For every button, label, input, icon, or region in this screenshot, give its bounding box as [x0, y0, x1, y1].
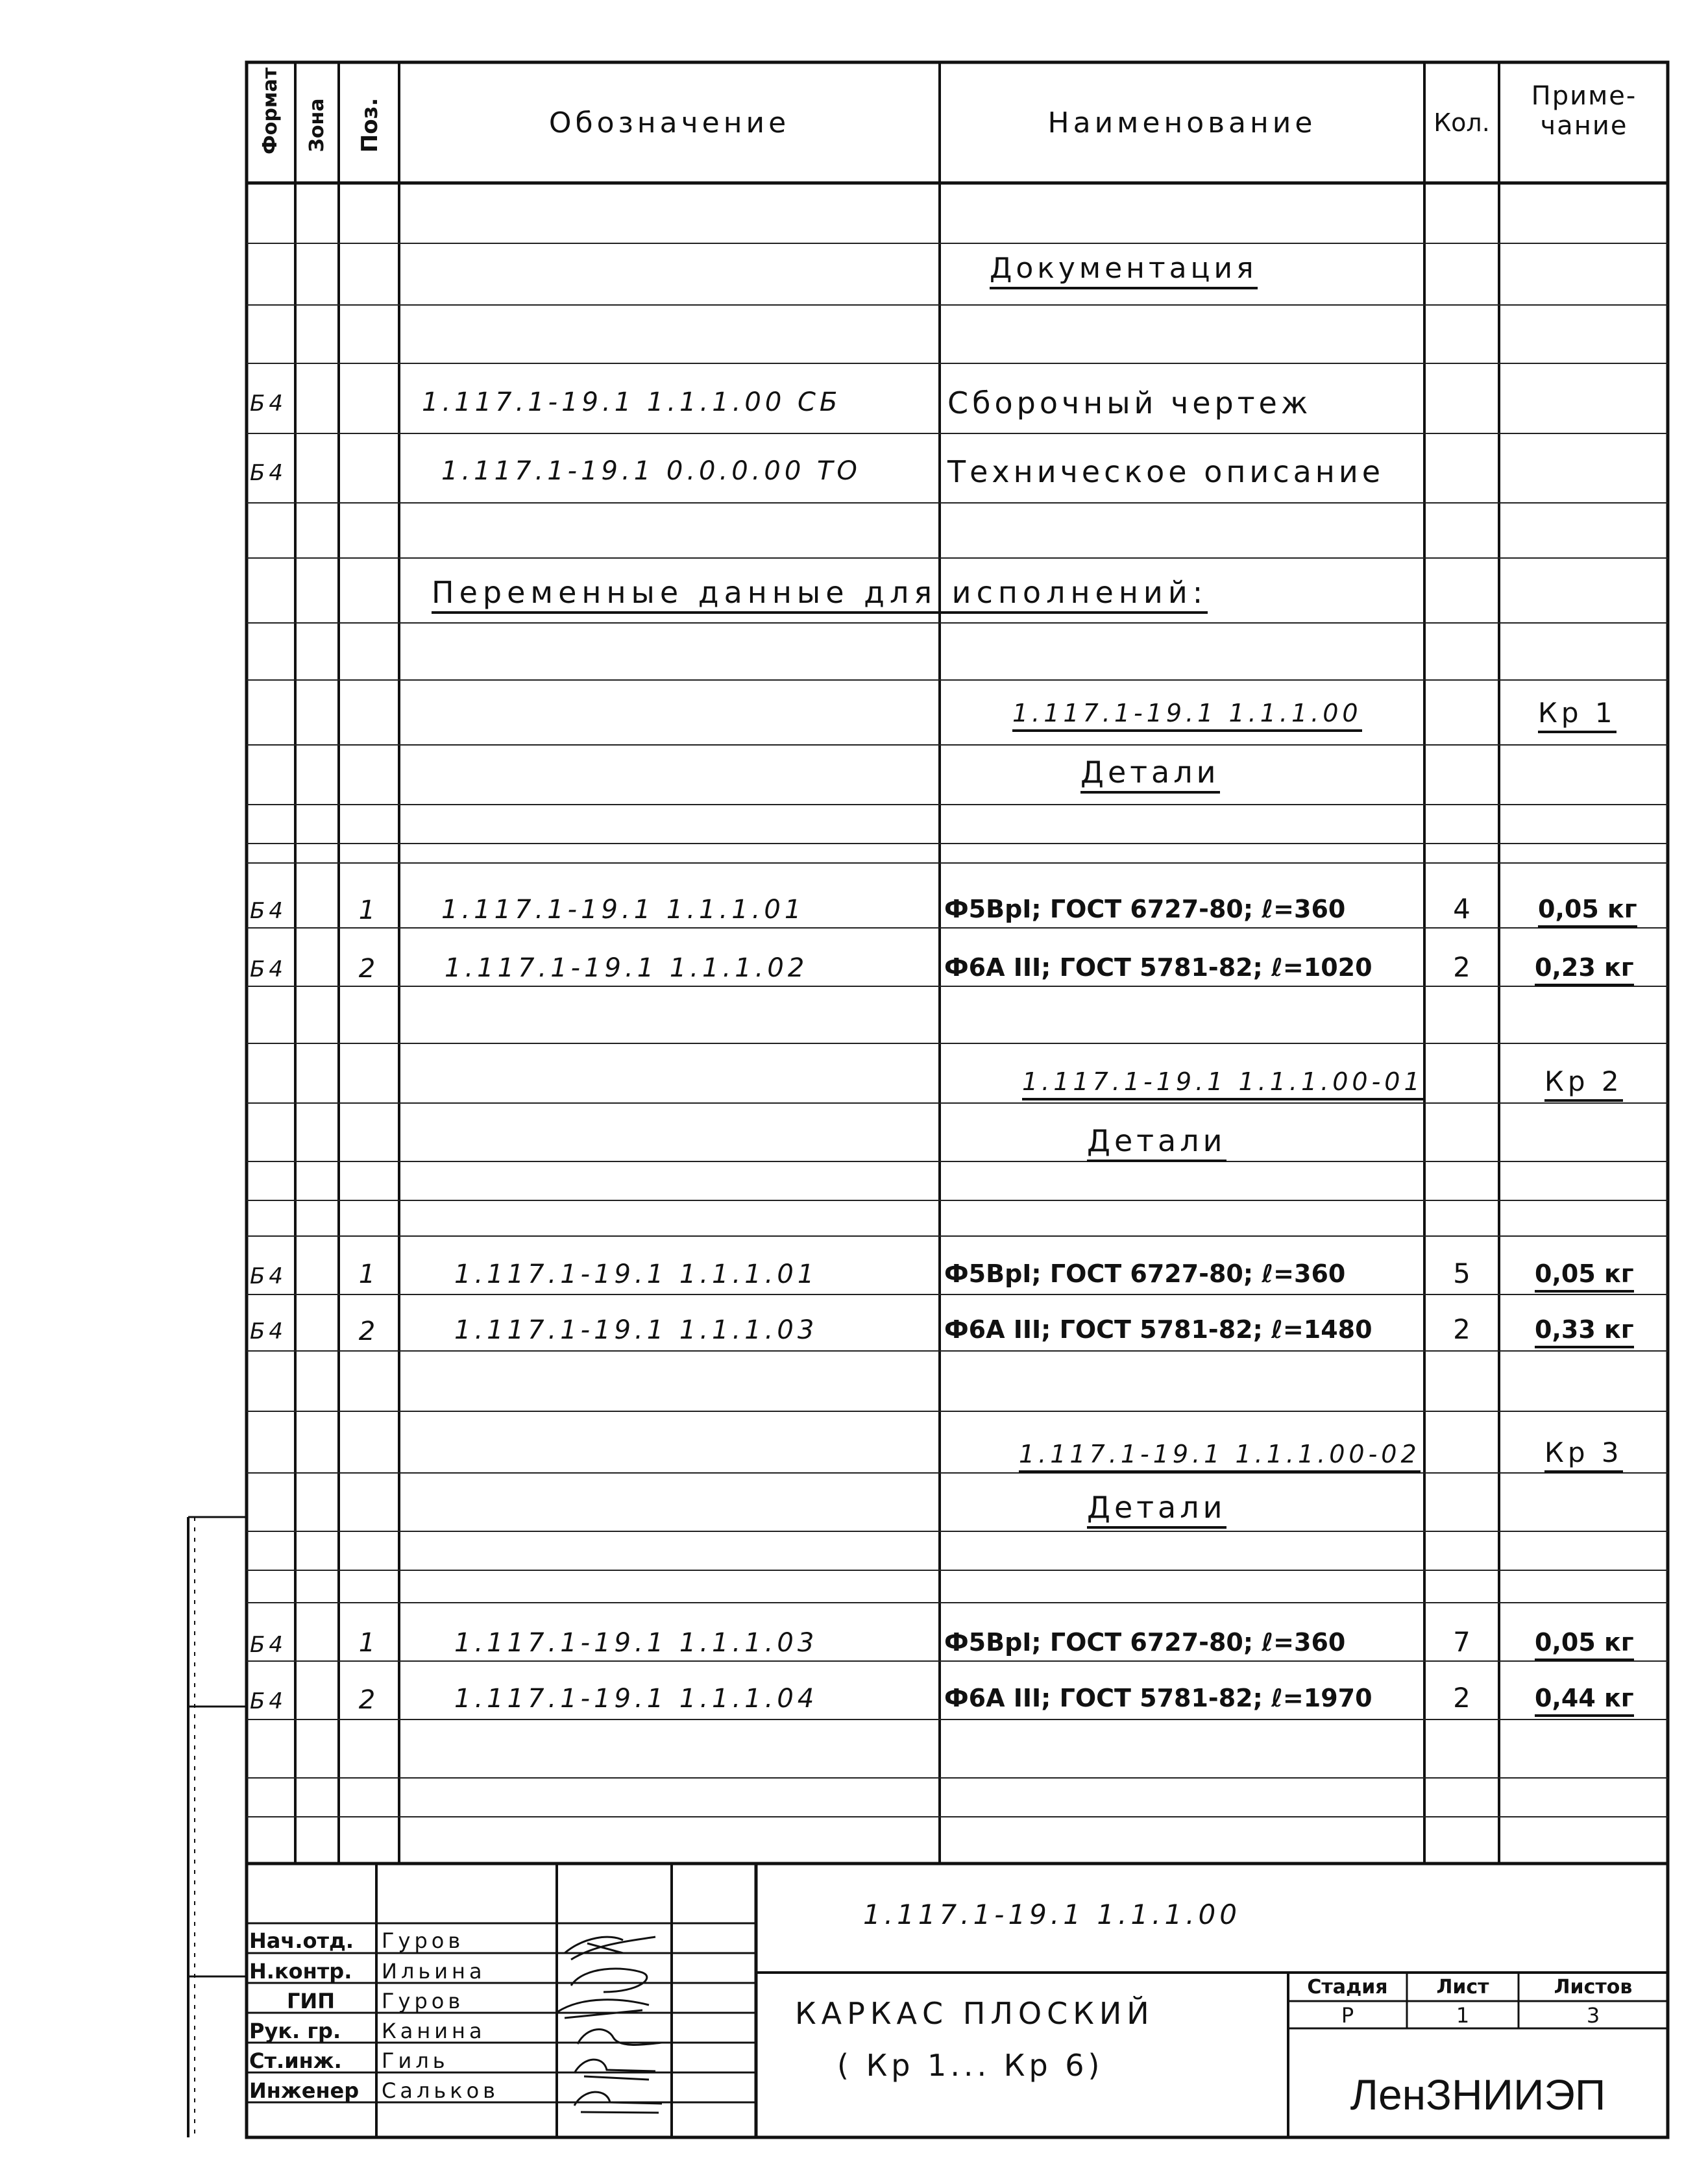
- variant-details-label: Детали: [1087, 1126, 1226, 1162]
- detail-pos: 1: [358, 1628, 380, 1658]
- variant-designation: 1.117.1-19.1 1.1.1.00: [1012, 701, 1362, 732]
- detail-pos: 2: [358, 1317, 380, 1346]
- detail-designation: 1.117.1-19.1 1.1.1.03: [454, 1315, 818, 1345]
- sheet-label: Лист: [1436, 1976, 1489, 1999]
- detail-designation: 1.117.1-19.1 1.1.1.01: [441, 895, 805, 925]
- title-doc-code: 1.117.1-19.1 1.1.1.00: [863, 1899, 1241, 1930]
- doc-name: Сборочный чертеж: [947, 385, 1312, 420]
- sheets-value: 3: [1586, 2003, 1600, 2028]
- staff-role: Рук. гр.: [249, 2019, 341, 2043]
- staff-surname: Гиль: [382, 2048, 449, 2073]
- staff-role: Н.контр.: [249, 1959, 352, 1984]
- sheets-label: Листов: [1554, 1976, 1633, 1999]
- detail-format: Б4: [250, 898, 287, 924]
- variant-details-label: Детали: [1080, 757, 1220, 794]
- variant-note: Кр 1: [1538, 699, 1616, 733]
- section-variable-data: Переменные данные для исполнений:: [432, 577, 1208, 614]
- detail-note: 0,05 кг: [1535, 1630, 1634, 1661]
- staff-surname: Ильина: [382, 1959, 486, 1984]
- variant-note: Кр 3: [1544, 1439, 1623, 1473]
- variant-designation: 1.117.1-19.1 1.1.1.00-02: [1019, 1442, 1421, 1473]
- detail-qty: 7: [1453, 1626, 1470, 1658]
- staff-surname: Гуров: [382, 1989, 465, 2013]
- staff-surname: Гуров: [382, 1928, 465, 1953]
- staff-role: Инженер: [249, 2078, 360, 2103]
- detail-note: 0,05 кг: [1535, 1261, 1634, 1293]
- detail-format: Б4: [250, 1263, 287, 1289]
- detail-format: Б4: [250, 1318, 287, 1344]
- header-format: Формат: [259, 67, 282, 154]
- title-line2: ( Кр 1... Кр 6): [837, 2048, 1104, 2083]
- staff-role: Нач.отд.: [249, 1928, 354, 1953]
- detail-qty: 2: [1453, 1313, 1470, 1345]
- detail-name: Ф5ВрI; ГОСТ 6727-80; ℓ=360: [944, 895, 1346, 923]
- detail-designation: 1.117.1-19.1 1.1.1.03: [454, 1628, 818, 1658]
- staff-role: ГИП: [287, 1989, 335, 2013]
- detail-name: Ф5ВрI; ГОСТ 6727-80; ℓ=360: [944, 1628, 1346, 1657]
- detail-note: 0,44 кг: [1535, 1686, 1634, 1717]
- detail-qty: 5: [1453, 1258, 1470, 1289]
- detail-format: Б4: [250, 956, 287, 982]
- detail-pos: 1: [358, 895, 380, 925]
- doc-format: Б4: [250, 460, 287, 486]
- variant-note: Кр 2: [1544, 1068, 1623, 1102]
- detail-pos: 1: [358, 1259, 380, 1289]
- detail-qty: 2: [1453, 1682, 1470, 1714]
- header-designation: Обозначение: [548, 106, 790, 140]
- doc-designation: 1.117.1-19.1 1.1.1.00 СБ: [422, 387, 842, 417]
- section-documentation: Документация: [990, 254, 1258, 289]
- detail-name: Ф6А III; ГОСТ 5781-82; ℓ=1480: [944, 1315, 1372, 1344]
- stage-value: Р: [1341, 2003, 1354, 2028]
- detail-name: Ф6А III; ГОСТ 5781-82; ℓ=1970: [944, 1684, 1372, 1712]
- detail-name: Ф5ВрI; ГОСТ 6727-80; ℓ=360: [944, 1259, 1346, 1288]
- detail-designation: 1.117.1-19.1 1.1.1.01: [454, 1259, 818, 1289]
- staff-role: Ст.инж.: [249, 2048, 342, 2073]
- detail-designation: 1.117.1-19.1 1.1.1.04: [454, 1684, 818, 1714]
- header-qty: Кол.: [1434, 108, 1490, 137]
- detail-qty: 4: [1453, 893, 1470, 925]
- doc-name: Техническое описание: [947, 454, 1385, 489]
- detail-note: 0,33 кг: [1535, 1317, 1634, 1348]
- stage-label: Стадия: [1307, 1976, 1388, 1999]
- title-line1: КАРКАС ПЛОСКИЙ: [795, 1996, 1154, 2031]
- detail-pos: 2: [358, 954, 380, 984]
- sheet-value: 1: [1456, 2003, 1470, 2028]
- detail-format: Б4: [250, 1632, 287, 1658]
- detail-qty: 2: [1453, 951, 1470, 983]
- detail-pos: 2: [358, 1685, 380, 1715]
- detail-note: 0,23 кг: [1535, 955, 1634, 986]
- header-note: Приме-чание: [1531, 81, 1637, 141]
- detail-note: 0,05 кг: [1538, 897, 1637, 928]
- variant-designation: 1.117.1-19.1 1.1.1.00-01: [1022, 1069, 1424, 1100]
- staff-surname: Канина: [382, 2019, 486, 2043]
- detail-format: Б4: [250, 1688, 287, 1714]
- doc-format: Б4: [250, 391, 287, 417]
- staff-surname: Сальков: [382, 2078, 500, 2103]
- doc-designation: 1.117.1-19.1 0.0.0.00 ТО: [441, 456, 861, 486]
- header-pos: Поз.: [357, 97, 383, 153]
- detail-name: Ф6А III; ГОСТ 5781-82; ℓ=1020: [944, 953, 1372, 982]
- header-zone: Зона: [306, 98, 328, 152]
- header-name: Наименование: [1047, 106, 1317, 140]
- variant-details-label: Детали: [1087, 1492, 1226, 1529]
- signatures: [558, 1937, 662, 2113]
- organization: ЛенЗНИИЭП: [1350, 2071, 1606, 2119]
- detail-designation: 1.117.1-19.1 1.1.1.02: [445, 953, 809, 983]
